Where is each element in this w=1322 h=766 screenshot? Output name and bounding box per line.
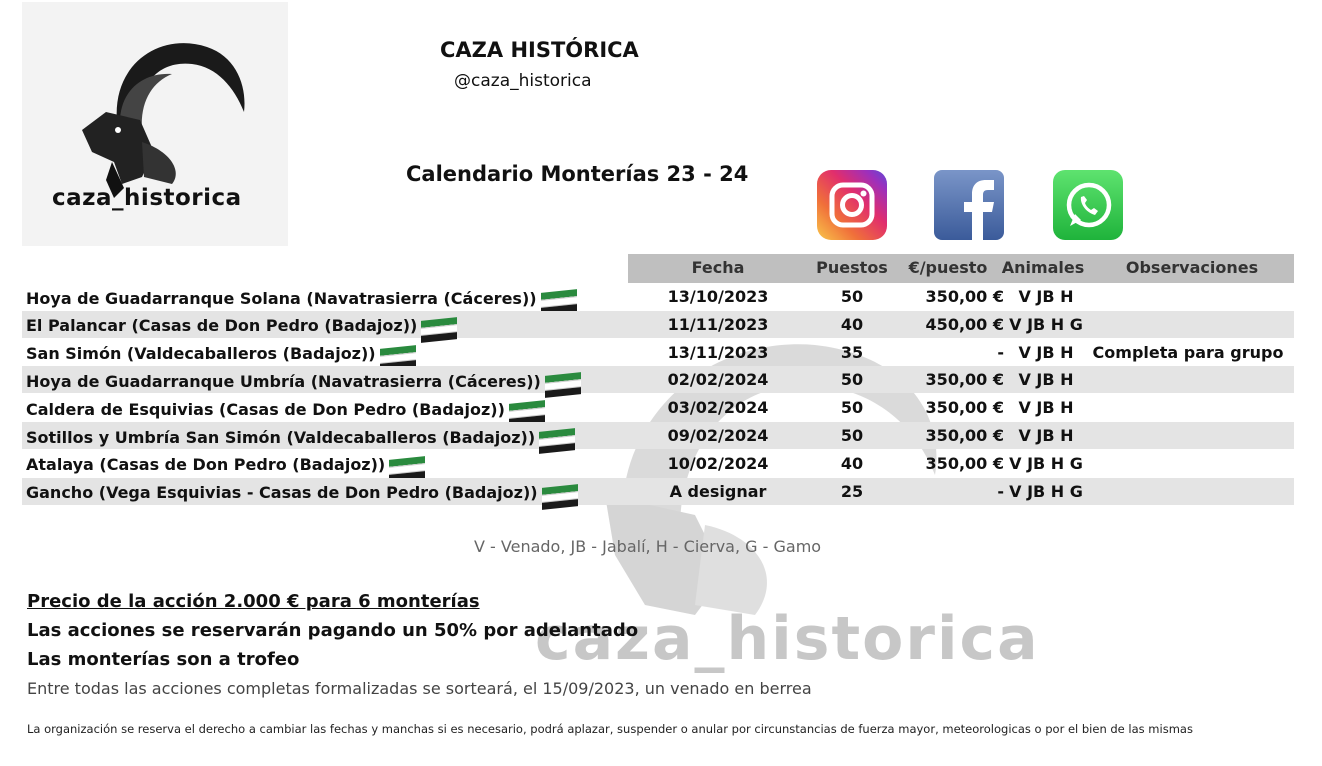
fecha-cell: A designar: [669, 481, 767, 501]
header-animales: Animales: [1001, 258, 1085, 277]
price-text: Precio de la acción 2.000 € para 6 monterías: [27, 591, 480, 612]
legend: V - Venado, JB - Jabalí, H - Cierva, G - Gamo: [474, 537, 822, 556]
precio-cell: 350,00 €: [925, 287, 1004, 306]
calendar-title: Calendario Monterías 23 - 24: [406, 162, 749, 186]
whatsapp-icon[interactable]: [1053, 170, 1123, 240]
fecha-cell: 11/11/2023: [667, 314, 769, 334]
observaciones-cell: Completa para grupo: [1092, 342, 1284, 362]
table-row: [22, 366, 1294, 393]
montería-label: Hoya de Guadarranque Umbría (Navatrasierra (Cáceres)): [26, 371, 541, 391]
fecha-cell: 03/02/2024: [667, 398, 769, 418]
precio-cell: -: [997, 481, 1004, 501]
logo: [22, 2, 288, 246]
table-row: [22, 450, 1294, 477]
puestos-cell: 35: [840, 342, 864, 362]
table-row: [22, 339, 1294, 366]
header-fecha: Fecha: [691, 258, 745, 277]
puestos-cell: 40: [840, 314, 864, 334]
disclaimer-text: La organización se reserva el derecho a cambiar las fechas y manchas si es necesario, podrá aplazar, suspender o anular por circunstancias de fuerza mayor, meteorologicas o por el bien de las mismas: [27, 722, 1193, 736]
fecha-cell: 13/10/2023: [667, 287, 769, 306]
montería-name: [26, 287, 577, 309]
montería-label: Sotillos y Umbría San Simón (Valdecaballeros (Badajoz)): [26, 427, 536, 447]
precio-cell: 450,00 €: [925, 314, 1004, 334]
table-row: [22, 311, 1294, 338]
animales-cell: V JB H G: [1009, 453, 1083, 473]
facebook-icon[interactable]: [934, 170, 1004, 240]
brand-title: CAZA HISTÓRICA: [440, 38, 639, 62]
brand-handle: @caza_historica: [454, 71, 592, 91]
logo-text: caza_historica: [52, 185, 242, 211]
animales-cell: V JB H: [1018, 370, 1074, 390]
montería-name: [26, 454, 425, 476]
header-puestos: Puestos: [816, 258, 888, 277]
fecha-cell: 10/02/2024: [667, 453, 769, 473]
montería-name: [26, 315, 457, 337]
animales-cell: V JB H: [1018, 342, 1074, 362]
animales-cell: V JB H: [1018, 426, 1074, 445]
puestos-cell: 50: [840, 398, 864, 418]
puestos-cell: 50: [840, 426, 864, 445]
fecha-cell: 13/11/2023: [667, 342, 769, 362]
extremadura-flag-icon: [542, 484, 578, 510]
montería-label: El Palancar (Casas de Don Pedro (Badajoz)): [26, 316, 418, 336]
instagram-icon[interactable]: [817, 170, 887, 240]
animales-cell: V JB H: [1018, 287, 1074, 306]
watermark-text: caza_historica: [535, 604, 1040, 674]
montería-name: [26, 370, 581, 392]
montería-name: [26, 426, 575, 448]
montería-label: Caldera de Esquivias (Casas de Don Pedro (Badajoz)): [26, 399, 505, 419]
montería-label: Hoya de Guadarranque Solana (Navatrasierra (Cáceres)): [26, 288, 537, 308]
header-observaciones: Observaciones: [1125, 258, 1259, 277]
precio-cell: 350,00 €: [925, 398, 1004, 418]
trofeo-text: Las monterías son a trofeo: [27, 649, 300, 670]
puestos-cell: 25: [840, 481, 864, 501]
montería-label: Atalaya (Casas de Don Pedro (Badajoz)): [26, 455, 386, 475]
precio-cell: 350,00 €: [925, 370, 1004, 390]
puestos-cell: 50: [840, 287, 864, 306]
precio-cell: -: [997, 342, 1004, 362]
puestos-cell: 50: [840, 370, 864, 390]
table-row: [22, 422, 1294, 449]
fecha-cell: 09/02/2024: [667, 426, 769, 445]
montería-name: [26, 398, 545, 420]
table-row: [22, 478, 1294, 505]
sorteo-text: Entre todas las acciones completas formalizadas se sorteará, el 15/09/2023, un venado en berrea: [27, 679, 812, 698]
montería-label: Gancho (Vega Esquivias - Casas de Don Pedro (Badajoz)): [26, 483, 538, 503]
animales-cell: V JB H G: [1009, 481, 1083, 501]
montería-name: [26, 482, 578, 504]
precio-cell: 350,00 €: [925, 426, 1004, 445]
table-row: [22, 283, 1294, 310]
table-row: [22, 394, 1294, 421]
animales-cell: V JB H: [1018, 398, 1074, 418]
fecha-cell: 02/02/2024: [667, 370, 769, 390]
animales-cell: V JB H G: [1009, 314, 1083, 334]
puestos-cell: 40: [840, 453, 864, 473]
montería-name: [26, 343, 416, 365]
header-precio: €/puesto: [908, 258, 988, 277]
precio-cell: 350,00 €: [925, 453, 1004, 473]
montería-label: San Simón (Valdecaballeros (Badajoz)): [26, 344, 376, 364]
reserve-text: Las acciones se reservarán pagando un 50% por adelantado: [27, 620, 639, 641]
